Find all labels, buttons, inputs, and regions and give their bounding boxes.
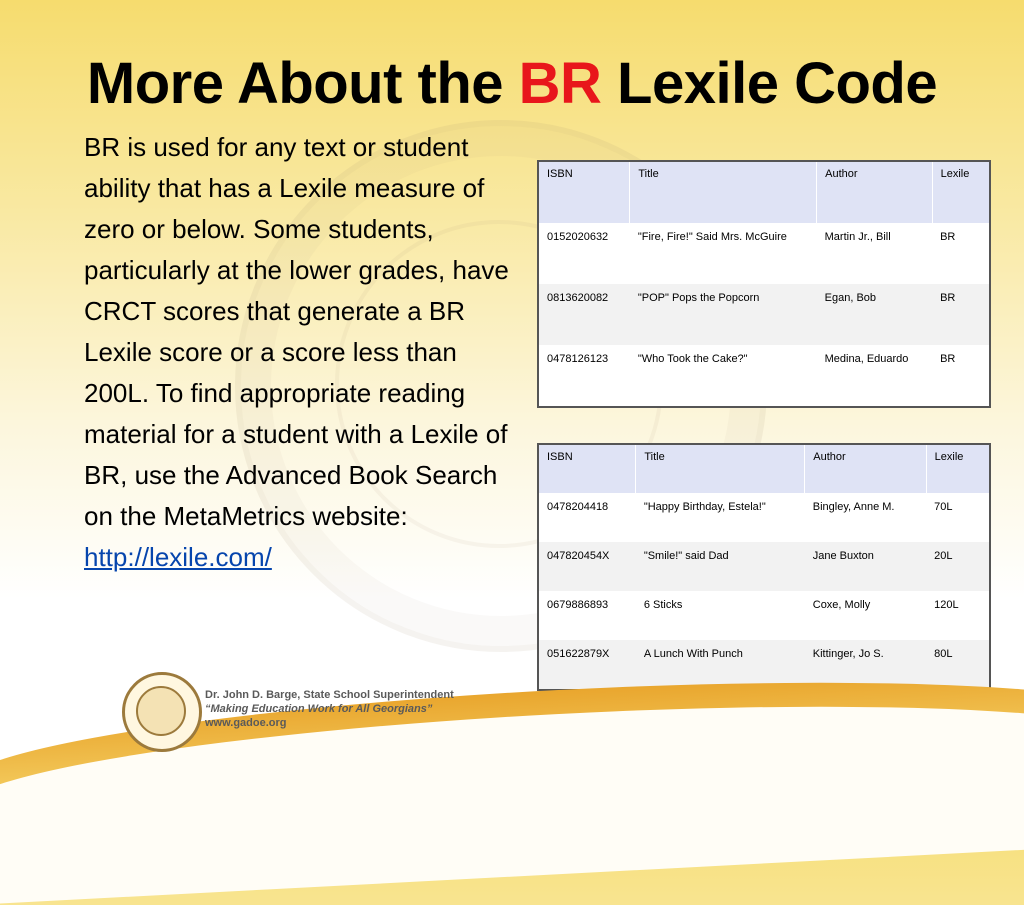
cell-lexile: BR (940, 353, 956, 365)
lexile-link[interactable]: http://lexile.com/ (84, 542, 272, 572)
cell-isbn: 0478204418 (547, 501, 609, 513)
cell-isbn: 0478126123 (547, 353, 609, 365)
slide-title (0, 50, 1024, 117)
cell-author: Medina, Eduardo (824, 353, 909, 365)
cell-title: "POP" Pops the Popcorn (630, 284, 817, 345)
cell-isbn: 0813620082 (538, 284, 630, 345)
cell-title: "Smile!" said Dad (636, 542, 805, 591)
cell-title: A Lunch With Punch (636, 640, 805, 690)
footer-credits (205, 688, 454, 730)
table-header-row (538, 444, 990, 493)
cell-isbn: 0152020632 (547, 231, 609, 243)
title-accent: BR (518, 51, 602, 116)
cell-isbn: 047820454X (538, 542, 636, 591)
cell-title: "Happy Birthday, Estela!" (643, 501, 766, 513)
footer-superintendent: Dr. John D. Barge, State School Superintendent (205, 689, 454, 701)
table-row (538, 223, 990, 284)
table-row (538, 345, 990, 407)
table-row (538, 493, 990, 542)
cell-isbn: 0679886893 (547, 599, 609, 611)
title-prefix: More About the (86, 51, 519, 116)
cell-lexile: BR (932, 284, 990, 345)
table-row (538, 284, 990, 345)
footer-website: www.gadoe.org (205, 717, 287, 729)
header-isbn: ISBN (538, 161, 630, 223)
cell-title: "Who Took the Cake?" (637, 353, 748, 365)
cell-isbn: 051622879X (538, 640, 636, 690)
cell-author: Bingley, Anne M. (812, 501, 895, 513)
header-lexile: Lexile (932, 161, 990, 223)
department-seal-inner-icon (136, 686, 186, 736)
cell-author: Coxe, Molly (812, 599, 871, 611)
footer-motto: “Making Education Work for All Georgians” (205, 703, 433, 715)
header-title: Title (630, 161, 817, 223)
title-suffix: Lexile Code (601, 51, 938, 116)
cell-lexile: 120L (934, 599, 959, 611)
cell-author: Martin Jr., Bill (824, 231, 891, 243)
cell-title: "Fire, Fire!" Said Mrs. McGuire (637, 231, 787, 243)
header-lexile: Lexile (926, 444, 990, 493)
lexile-table-br (537, 160, 991, 408)
cell-lexile: BR (940, 231, 956, 243)
cell-lexile: 80L (926, 640, 990, 690)
cell-lexile: 20L (926, 542, 990, 591)
header-title: Title (636, 444, 805, 493)
header-isbn: ISBN (538, 444, 636, 493)
header-author: Author (817, 161, 932, 223)
cell-author: Egan, Bob (817, 284, 932, 345)
cell-title: 6 Sticks (643, 599, 683, 611)
body-paragraph (84, 127, 524, 578)
cell-author: Jane Buxton (805, 542, 926, 591)
table-header-row (538, 161, 990, 223)
lexile-table-low (537, 443, 991, 691)
header-author: Author (805, 444, 926, 493)
table-row (538, 542, 990, 591)
cell-lexile: 70L (934, 501, 953, 513)
cell-author: Kittinger, Jo S. (805, 640, 926, 690)
table-row (538, 591, 990, 640)
body-text: BR is used for any text or student ability that has a Lexile measure of zero or below. Some students, particularly at the lower grades, have CRCT scores that generate a BR Lexile score or a score less than 200L. To find appropriate reading material for a student with a Lexile of BR, use the Advanced Book Search on the MetaMetrics website: (84, 132, 509, 531)
